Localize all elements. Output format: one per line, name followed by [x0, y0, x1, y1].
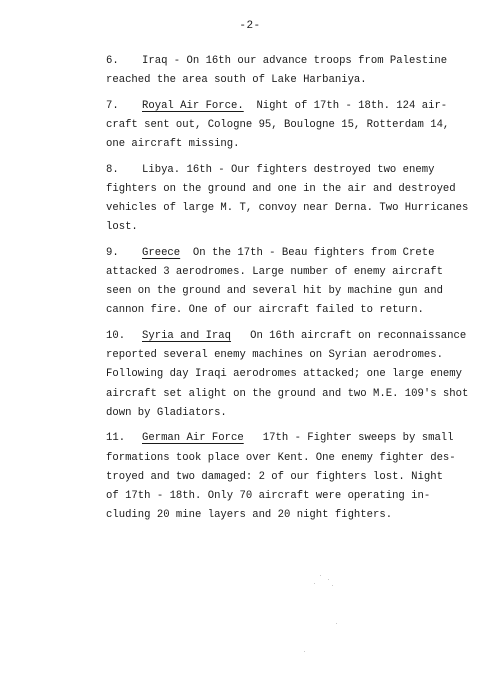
paragraph-11 — [106, 429, 481, 525]
paragraph-line: cluding 20 mine layers and 20 night fighters. — [106, 509, 393, 522]
paragraph-line: lost. — [106, 221, 138, 234]
scan-speck — [332, 585, 333, 586]
paragraph-line: attacked 3 aerodromes. Large number of enemy aircraft — [106, 266, 443, 279]
paragraph-number: 8. — [106, 163, 119, 176]
paragraph-text: Iraq - On 16th our advance troops from Palestine — [142, 55, 448, 67]
paragraph-line: troyed and two damaged: 2 of our fighters lost. Night — [106, 470, 443, 483]
paragraph-heading: Greece — [142, 246, 181, 259]
paragraph-line — [106, 97, 481, 116]
paragraph-10 — [106, 327, 481, 423]
paragraph-number: 10. — [106, 330, 126, 342]
page-number: -2- — [239, 20, 261, 32]
paragraph-heading: Syria and Iraq — [142, 330, 232, 342]
paragraph-line: aircraft set alight on the ground and two M.E. 109's shot — [106, 387, 469, 400]
paragraph-line: down by Gladiators. — [106, 406, 227, 419]
paragraph-number: 6. — [106, 55, 119, 67]
paragraph-line — [106, 161, 481, 180]
paragraph-line: formations took place over Kent. One enemy fighter des- — [106, 451, 456, 464]
paragraph-line: of 17th - 18th. Only 70 aircraft were operating in- — [106, 489, 431, 502]
paragraph-line: vehicles of large M. T, convoy near Derna. Two Hurricanes — [106, 202, 469, 215]
paragraph-text: 17th - Fighter sweeps by small — [262, 432, 454, 445]
paragraph-line: reached the area south of Lake Harbaniya. — [106, 74, 367, 87]
paragraph-text: On 16th aircraft on reconnaissance — [250, 330, 467, 342]
scan-speck — [336, 623, 337, 624]
scan-speck — [320, 575, 321, 576]
paragraph-line — [106, 327, 481, 346]
document-body — [106, 52, 481, 532]
paragraph-heading: Royal Air Force. — [142, 99, 244, 112]
paragraph-line: reported several enemy machines on Syrian aerodromes. — [106, 349, 443, 362]
paragraph-8 — [106, 161, 481, 238]
scan-speck — [328, 579, 329, 580]
scan-speck — [304, 651, 305, 652]
paragraph-number: 11. — [106, 432, 126, 445]
paragraph-line — [106, 244, 481, 263]
paragraph-line: craft sent out, Cologne 95, Boulogne 15, Rotterdam 14, — [106, 118, 450, 131]
paragraph-number: 7. — [106, 99, 119, 112]
paragraph-line: seen on the ground and several hit by machine gun and — [106, 285, 443, 298]
paragraph-text: Libya. 16th - Our fighters destroyed two enemy — [142, 163, 435, 176]
paragraph-line — [106, 52, 481, 71]
paragraph-text: On the 17th - Beau fighters from Crete — [192, 246, 435, 259]
paragraph-heading: German Air Force — [142, 432, 244, 445]
paragraph-line: one aircraft missing. — [106, 138, 240, 151]
scan-specks — [300, 565, 360, 655]
paragraph-number: 9. — [106, 246, 119, 259]
paragraph-line — [106, 429, 481, 448]
paragraph-7 — [106, 97, 481, 155]
scan-speck — [314, 583, 315, 584]
paragraph-line: fighters on the ground and one in the air and destroyed — [106, 182, 456, 195]
paragraph-9 — [106, 244, 481, 321]
paragraph-6 — [106, 52, 481, 90]
paragraph-line: Following day Iraqi aerodromes attacked; one large enemy — [106, 368, 463, 381]
paragraph-line: cannon fire. One of our aircraft failed to return. — [106, 304, 424, 317]
paragraph-text: Night of 17th - 18th. 124 air- — [256, 99, 448, 112]
